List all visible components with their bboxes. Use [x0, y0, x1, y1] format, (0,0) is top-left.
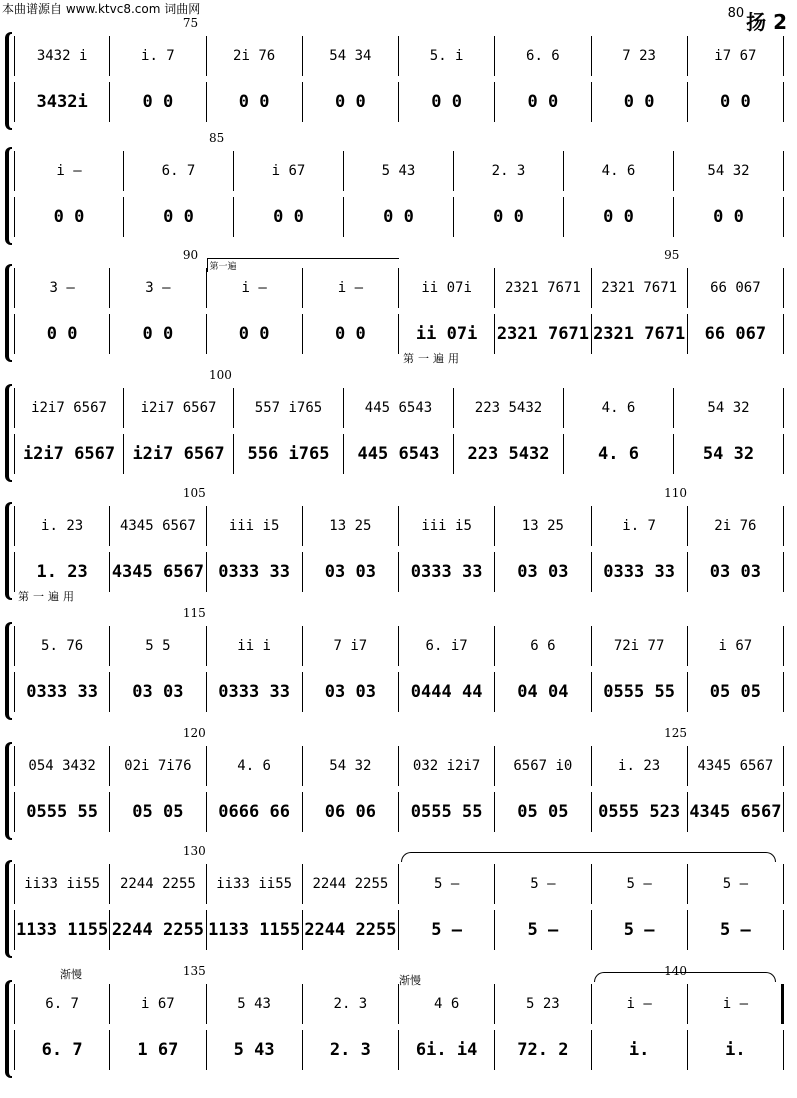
measure-lower: 0 0 — [564, 197, 674, 237]
measure-upper: 3432 i — [14, 36, 110, 76]
measure-number: 105 — [182, 486, 206, 500]
measure-lower: 0333 33 — [399, 552, 495, 592]
measure-lower: 05 05 — [495, 792, 591, 832]
measure-upper: 5 – — [592, 864, 688, 904]
measure-lower: 2244 2255 — [110, 910, 206, 950]
measure-upper: 5 – — [495, 864, 591, 904]
measure-lower: 0555 55 — [399, 792, 495, 832]
measure-lower: 0 0 — [303, 314, 399, 354]
system-brace — [5, 384, 12, 482]
measure-upper: i2i7 6567 — [124, 388, 234, 428]
measure-lower: 0 0 — [234, 197, 344, 237]
page-title: 扬 2 — [746, 10, 787, 34]
measure-upper: ii i — [207, 626, 303, 666]
measure-lower: 5 – — [399, 910, 495, 950]
measure-lower: 0 0 — [110, 82, 206, 122]
measure-lower: 0 0 — [207, 82, 303, 122]
measure-upper: 5 43 — [207, 984, 303, 1024]
measure-upper: i – — [303, 268, 399, 308]
measure-upper: 223 5432 — [454, 388, 564, 428]
measure-lower: i2i7 6567 — [14, 434, 124, 474]
measure-lower: 6. 7 — [14, 1030, 110, 1070]
measure-lower: i. — [592, 1030, 688, 1070]
score-system — [0, 844, 797, 958]
score-system — [0, 368, 797, 482]
measure-upper: 2. 3 — [454, 151, 564, 191]
measure-upper: 4. 6 — [564, 388, 674, 428]
system-brace — [5, 980, 12, 1078]
measure-upper: i 67 — [110, 984, 206, 1024]
measure-upper: 6. 7 — [14, 984, 110, 1024]
measure-upper: 2321 7671 — [495, 268, 591, 308]
measure-lower: 3432i — [14, 82, 110, 122]
staff-lower — [14, 434, 797, 474]
source-watermark: 本曲谱源自 www.ktvc8.com 词曲网 — [2, 2, 201, 16]
measure-lower: 0666 66 — [207, 792, 303, 832]
measure-lower: 5 – — [495, 910, 591, 950]
measure-upper: iii i5 — [399, 506, 495, 546]
score-system — [0, 606, 797, 720]
measure-upper: 7 23 — [592, 36, 688, 76]
measure-upper: 6. 7 — [124, 151, 234, 191]
measure-upper: 3 – — [14, 268, 110, 308]
measure-lower: 0555 55 — [592, 672, 688, 712]
measure-number: 125 — [664, 726, 688, 740]
measure-upper: i. 7 — [592, 506, 688, 546]
measure-number: 115 — [182, 606, 206, 620]
measure-upper: 3 – — [110, 268, 206, 308]
tie-arc — [594, 972, 777, 982]
measure-lower: 0 0 — [344, 197, 454, 237]
measure-lower: 05 05 — [110, 792, 206, 832]
measure-lower: 2321 7671 — [495, 314, 591, 354]
measure-lower: 0555 55 — [14, 792, 110, 832]
measure-lower: 0 0 — [303, 82, 399, 122]
tempo-marking: 渐慢 — [60, 968, 82, 981]
measure-upper: 6567 i0 — [495, 746, 591, 786]
measure-lower: 0 0 — [207, 314, 303, 354]
measure-lower: ii 07i — [399, 314, 495, 354]
measure-lower: 03 03 — [303, 552, 399, 592]
measure-upper: 13 25 — [303, 506, 399, 546]
score-system — [0, 726, 797, 840]
measure-upper: iii i5 — [207, 506, 303, 546]
measure-lower: 5 – — [592, 910, 688, 950]
measure-lower: 03 03 — [110, 672, 206, 712]
measure-lower: 0 0 — [14, 197, 124, 237]
staff-upper — [14, 626, 797, 666]
measure-upper: i. 23 — [14, 506, 110, 546]
measure-lower: 0333 33 — [14, 672, 110, 712]
staff-lower — [14, 314, 797, 354]
staff-lower — [14, 552, 797, 592]
measure-upper: 6. i7 — [399, 626, 495, 666]
measure-lower: 05 05 — [688, 672, 784, 712]
measure-lower: 556 i765 — [234, 434, 344, 474]
measure-lower: 6i. i4 — [399, 1030, 495, 1070]
measure-upper: i – — [688, 984, 784, 1024]
measure-lower: 4345 6567 — [110, 552, 206, 592]
measure-upper: i – — [592, 984, 688, 1024]
system-brace — [5, 622, 12, 720]
system-brace — [5, 147, 12, 245]
score-system — [0, 964, 797, 1078]
volta-bracket: 第一遍 — [207, 258, 400, 272]
measure-number: 100 — [209, 368, 232, 382]
measure-upper: 032 i2i7 — [399, 746, 495, 786]
measure-number: 90 — [182, 248, 199, 262]
measure-lower: 0 0 — [399, 82, 495, 122]
measure-lower: 04 04 — [495, 672, 591, 712]
staff-lower — [14, 792, 797, 832]
measure-lower: i2i7 6567 — [124, 434, 234, 474]
system-brace — [5, 860, 12, 958]
measure-upper: 66 067 — [688, 268, 784, 308]
measure-number: 130 — [182, 844, 206, 858]
measure-lower: 03 03 — [495, 552, 591, 592]
measure-number: 120 — [182, 726, 206, 740]
measure-lower: 1 67 — [110, 1030, 206, 1070]
staff-lower — [14, 197, 797, 237]
measure-upper: 2i 76 — [207, 36, 303, 76]
measure-number: 110 — [664, 486, 688, 500]
score-system — [0, 486, 797, 603]
measure-upper: i. 7 — [110, 36, 206, 76]
measure-upper: 5 23 — [495, 984, 591, 1024]
measure-lower: 03 03 — [688, 552, 784, 592]
measure-lower: 0 0 — [124, 197, 234, 237]
staff-upper — [14, 268, 797, 308]
performance-note: 第一遍用 — [403, 352, 463, 365]
staff-upper — [14, 746, 797, 786]
measure-upper: 2i 76 — [688, 506, 784, 546]
staff-upper — [14, 36, 797, 76]
staff-upper — [14, 864, 797, 904]
measure-lower: 54 32 — [674, 434, 784, 474]
measure-lower: 0 0 — [14, 314, 110, 354]
measure-upper: 54 34 — [303, 36, 399, 76]
measure-lower: 2321 7671 — [592, 314, 688, 354]
measure-number: 95 — [664, 248, 680, 262]
tie-arc — [401, 852, 776, 862]
measure-number: 85 — [209, 131, 225, 145]
measure-lower: 06 06 — [303, 792, 399, 832]
measure-lower: 0 0 — [688, 82, 784, 122]
measure-lower: 5 – — [688, 910, 784, 950]
measure-lower: 0 0 — [495, 82, 591, 122]
measure-lower: 223 5432 — [454, 434, 564, 474]
measure-upper: 5 5 — [110, 626, 206, 666]
performance-note: 第一遍用 — [18, 590, 78, 603]
score-system — [0, 131, 797, 245]
measure-upper: i – — [14, 151, 124, 191]
measure-lower: 0555 523 — [592, 792, 688, 832]
staff-lower — [14, 910, 797, 950]
measure-upper: 4. 6 — [207, 746, 303, 786]
system-brace — [5, 32, 12, 130]
staff-upper — [14, 506, 797, 546]
measure-upper: 4345 6567 — [688, 746, 784, 786]
measure-upper: 54 32 — [674, 151, 784, 191]
measure-lower: 1133 1155 — [207, 910, 303, 950]
measure-lower: 72. 2 — [495, 1030, 591, 1070]
measure-upper: 72i 77 — [592, 626, 688, 666]
measure-upper: 5. 76 — [14, 626, 110, 666]
measure-lower: 0 0 — [110, 314, 206, 354]
measure-upper: i 67 — [234, 151, 344, 191]
measure-upper: 02i 7i76 — [110, 746, 206, 786]
measure-upper: ii 07i — [399, 268, 495, 308]
measure-upper: 2244 2255 — [110, 864, 206, 904]
staff-upper — [14, 151, 797, 191]
measure-upper: 6. 6 — [495, 36, 591, 76]
measure-upper: 4 6 — [399, 984, 495, 1024]
measure-lower: 0333 33 — [207, 672, 303, 712]
measure-upper: 5 43 — [344, 151, 454, 191]
staff-upper — [14, 984, 797, 1024]
measure-lower: 0 0 — [592, 82, 688, 122]
measure-lower: 0444 44 — [399, 672, 495, 712]
measure-upper: i2i7 6567 — [14, 388, 124, 428]
score-system — [0, 248, 797, 365]
page-measure: 80 — [727, 6, 745, 21]
measure-number: 75 — [182, 16, 199, 30]
measure-upper: 5 – — [688, 864, 784, 904]
measure-upper: ii33 ii55 — [207, 864, 303, 904]
measure-lower: 5 43 — [207, 1030, 303, 1070]
measure-upper: i7 67 — [688, 36, 784, 76]
measure-upper: 2. 3 — [303, 984, 399, 1024]
measure-upper: ii33 ii55 — [14, 864, 110, 904]
measure-lower: 2. 3 — [303, 1030, 399, 1070]
measure-upper: 13 25 — [495, 506, 591, 546]
staff-lower — [14, 672, 797, 712]
system-brace — [5, 502, 12, 600]
measure-lower: 0 0 — [454, 197, 564, 237]
measure-lower: 1. 23 — [14, 552, 110, 592]
measure-lower: 66 067 — [688, 314, 784, 354]
measure-upper: i. 23 — [592, 746, 688, 786]
final-barline — [781, 984, 784, 1024]
measure-lower: 0333 33 — [592, 552, 688, 592]
measure-number: 140 — [664, 964, 688, 978]
measure-upper: 054 3432 — [14, 746, 110, 786]
measure-upper: 54 32 — [674, 388, 784, 428]
measure-lower: i. — [688, 1030, 784, 1070]
staff-lower — [14, 1030, 797, 1070]
measure-lower: 4345 6567 — [688, 792, 784, 832]
measure-upper: 2244 2255 — [303, 864, 399, 904]
staff-lower — [14, 82, 797, 122]
staff-upper — [14, 388, 797, 428]
system-brace — [5, 264, 12, 362]
measure-upper: 445 6543 — [344, 388, 454, 428]
measure-upper: 4. 6 — [564, 151, 674, 191]
measure-upper: 557 i765 — [234, 388, 344, 428]
measure-upper: 5 – — [399, 864, 495, 904]
measure-upper: i – — [207, 268, 303, 308]
measure-upper: 6 6 — [495, 626, 591, 666]
measure-lower: 0 0 — [674, 197, 784, 237]
measure-upper: 2321 7671 — [592, 268, 688, 308]
measure-upper: 4345 6567 — [110, 506, 206, 546]
measure-upper: 54 32 — [303, 746, 399, 786]
system-brace — [5, 742, 12, 840]
measure-upper: i 67 — [688, 626, 784, 666]
measure-upper: 7 i7 — [303, 626, 399, 666]
measure-lower: 4. 6 — [564, 434, 674, 474]
measure-lower: 445 6543 — [344, 434, 454, 474]
measure-number: 135 — [182, 964, 206, 978]
measure-lower: 0333 33 — [207, 552, 303, 592]
measure-lower: 03 03 — [303, 672, 399, 712]
tempo-marking: 渐慢 — [399, 974, 421, 987]
measure-lower: 1133 1155 — [14, 910, 110, 950]
measure-upper: 5. i — [399, 36, 495, 76]
measure-lower: 2244 2255 — [303, 910, 399, 950]
